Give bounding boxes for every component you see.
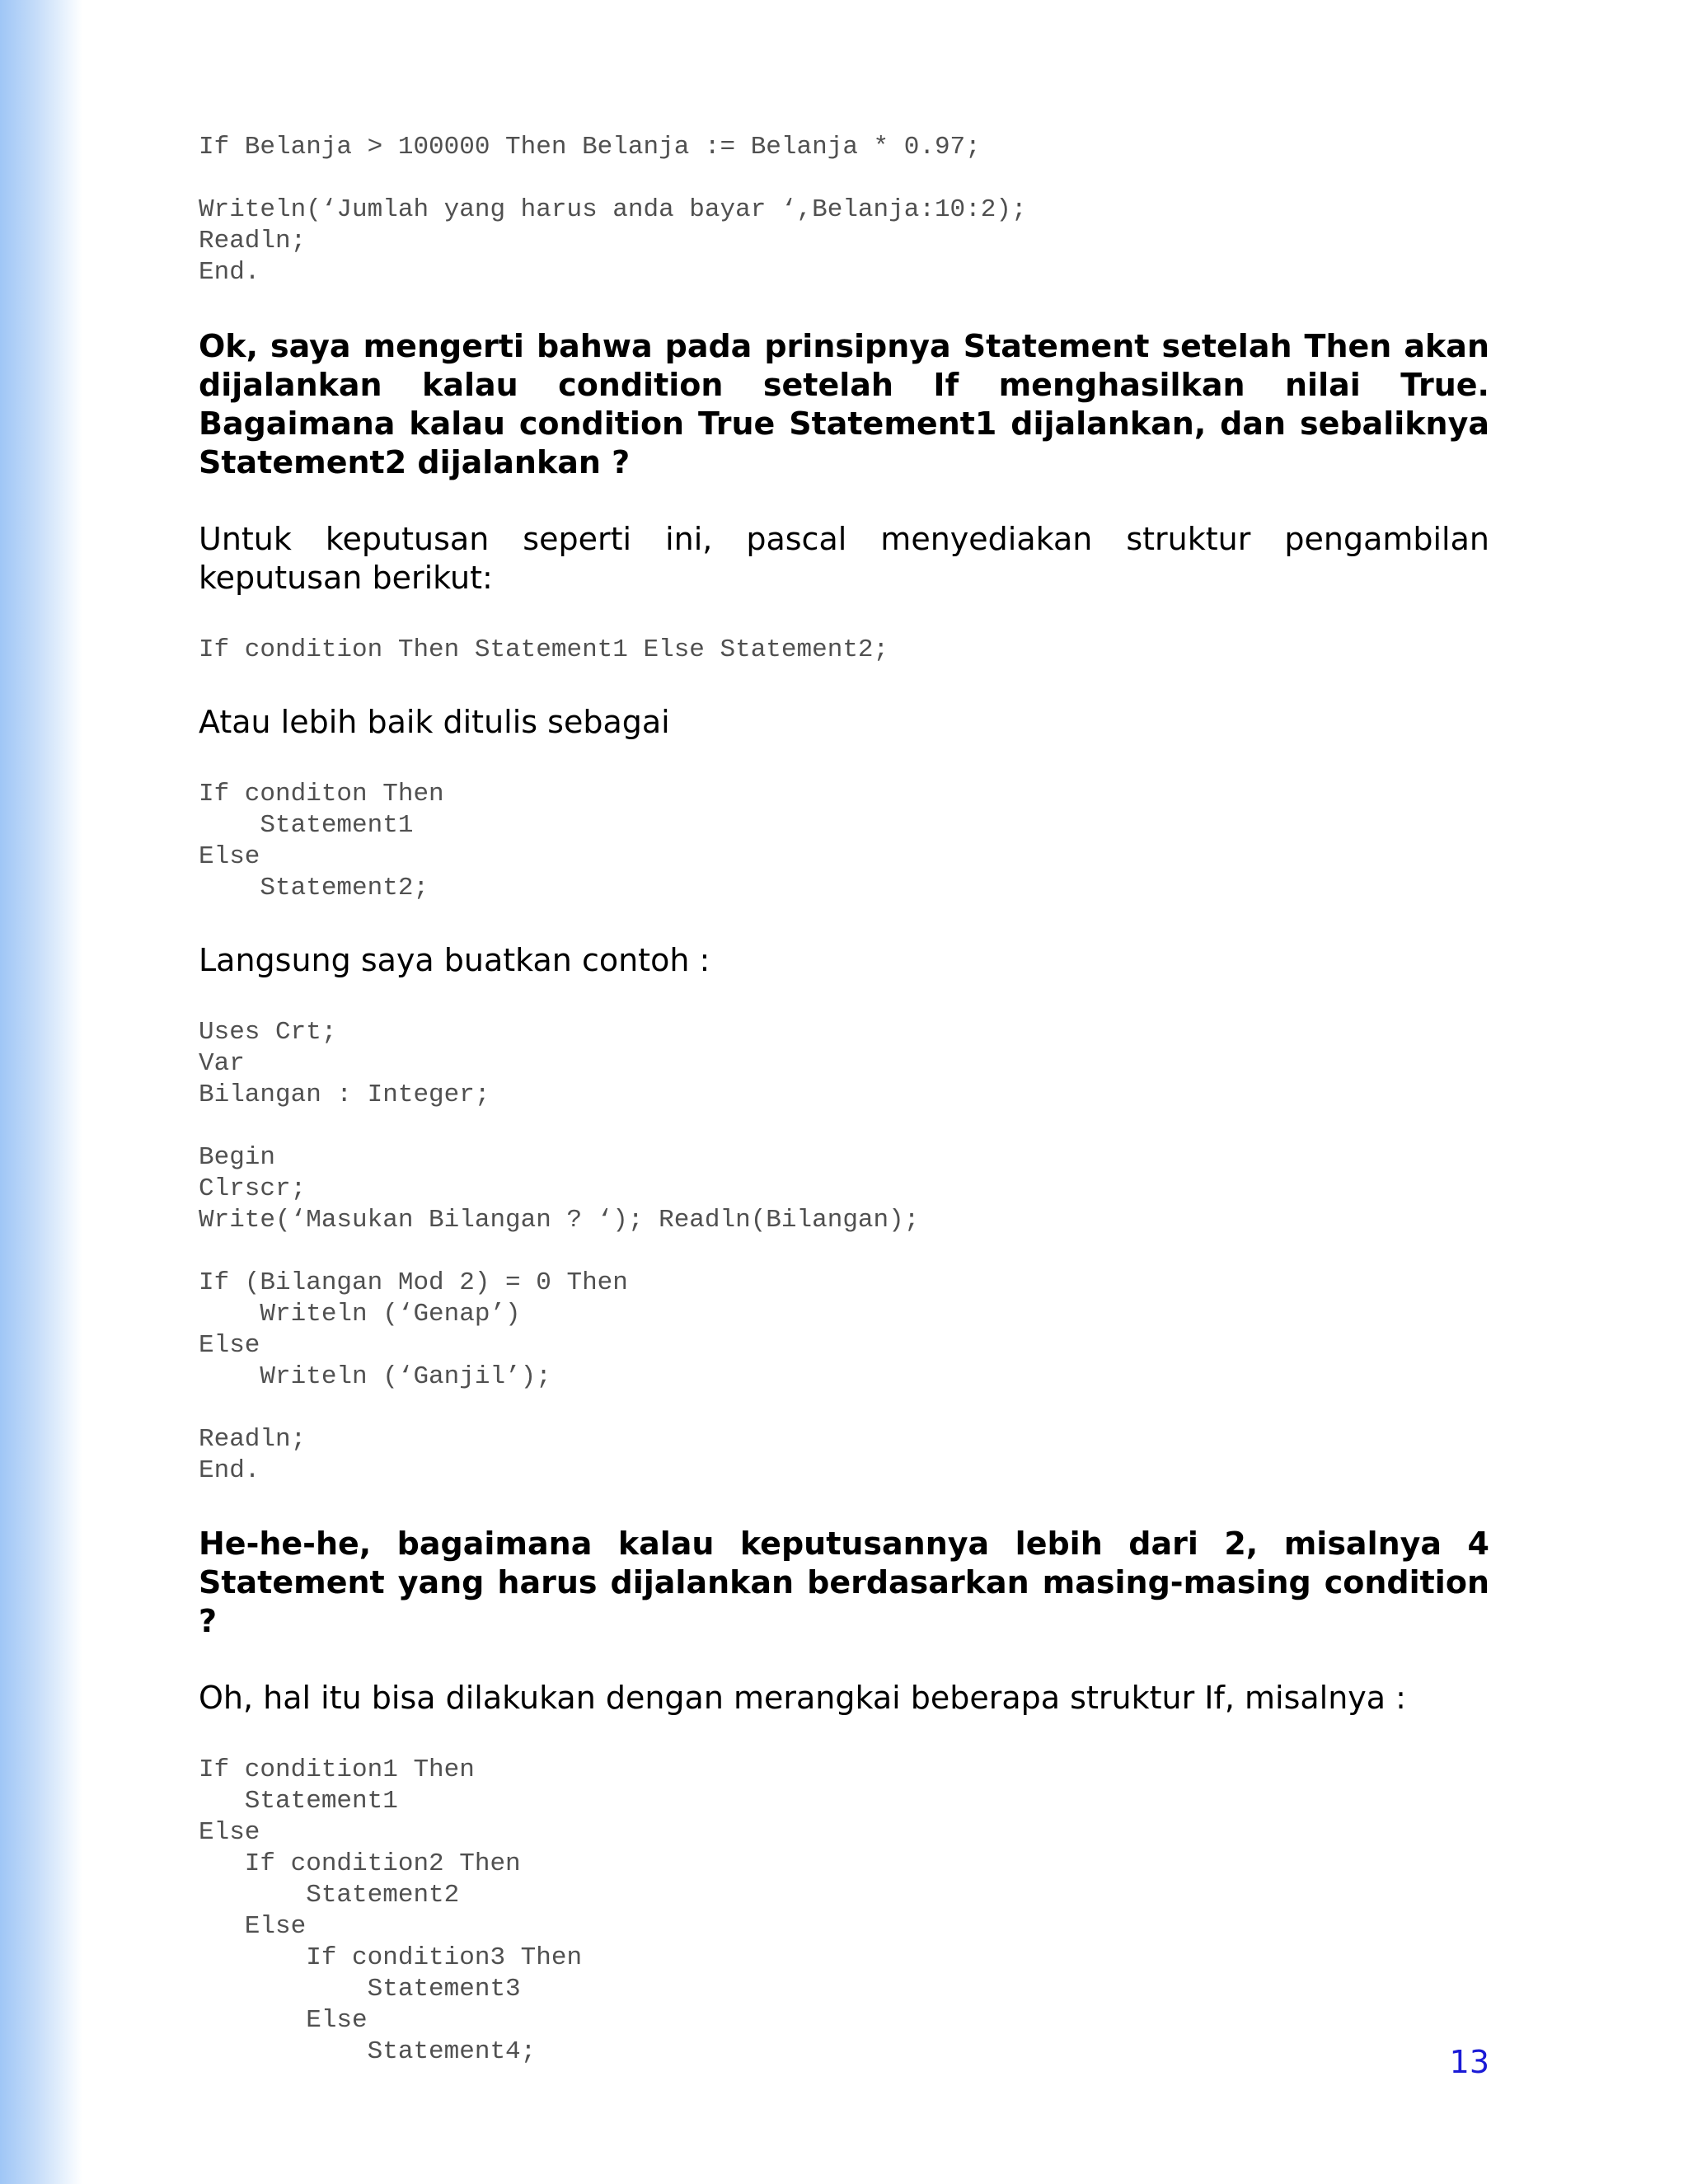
text-atau-lebih-baik: Atau lebih baik ditulis sebagai [199,704,670,740]
code-block-declarations: Uses Crt; Var Bilangan : Integer; [199,1018,490,1109]
code-block-genap-ganjil: If (Bilangan Mod 2) = 0 Then Writeln (‘Genap’) Else Writeln (‘Ganjil’); [199,1268,628,1391]
question-paragraph-2: He-he-he, bagaimana kalau keputusannya lebih dari 2, misalnya 4 Statement yang harus dijalankan berdasarkan masing-masing condition ? [199,1526,1489,1639]
page-content [199,132,1489,2068]
answer-paragraph-1: Untuk keputusan seperti ini, pascal menyediakan struktur pengambilan keputusan berikut: [199,521,1489,596]
answer-paragraph-2: Oh, hal itu bisa dilakukan dengan merangkai beberapa struktur If, misalnya : [199,1680,1406,1716]
code-block-if-else-inline: If condition Then Statement1 Else Statement2; [199,635,889,664]
code-block-end: Readln; End. [199,1425,307,1485]
code-block-if-else-multiline: If conditon Then Statement1 Else Statement2; [199,780,444,902]
page-side-gradient [0,0,82,2184]
page-number: 13 [1449,2044,1489,2080]
code-block-begin: Begin Clrscr; Write(‘Masukan Bilangan ? ‘); Readln(Bilangan); [199,1143,920,1235]
question-paragraph-1: Ok, saya mengerti bahwa pada prinsipnya Statement setelah Then akan dijalankan kalau condition setelah If menghasilkan nilai True. Bagaimana kalau condition True Statement1 dijalankan, dan sebaliknya Statement2 dijalankan ? [199,328,1489,480]
code-block-output: Writeln(‘Jumlah yang harus anda bayar ‘,Belanja:10:2); Readln; End. [199,195,1027,287]
text-contoh: Langsung saya buatkan contoh : [199,942,710,978]
code-block-discount: If Belanja > 100000 Then Belanja := Belanja * 0.97; [199,133,981,162]
code-block-nested-if: If condition1 Then Statement1 Else If condition2 Then Statement2 Else If condition3 Then Statement3 Else Statement4; [199,1755,583,2066]
